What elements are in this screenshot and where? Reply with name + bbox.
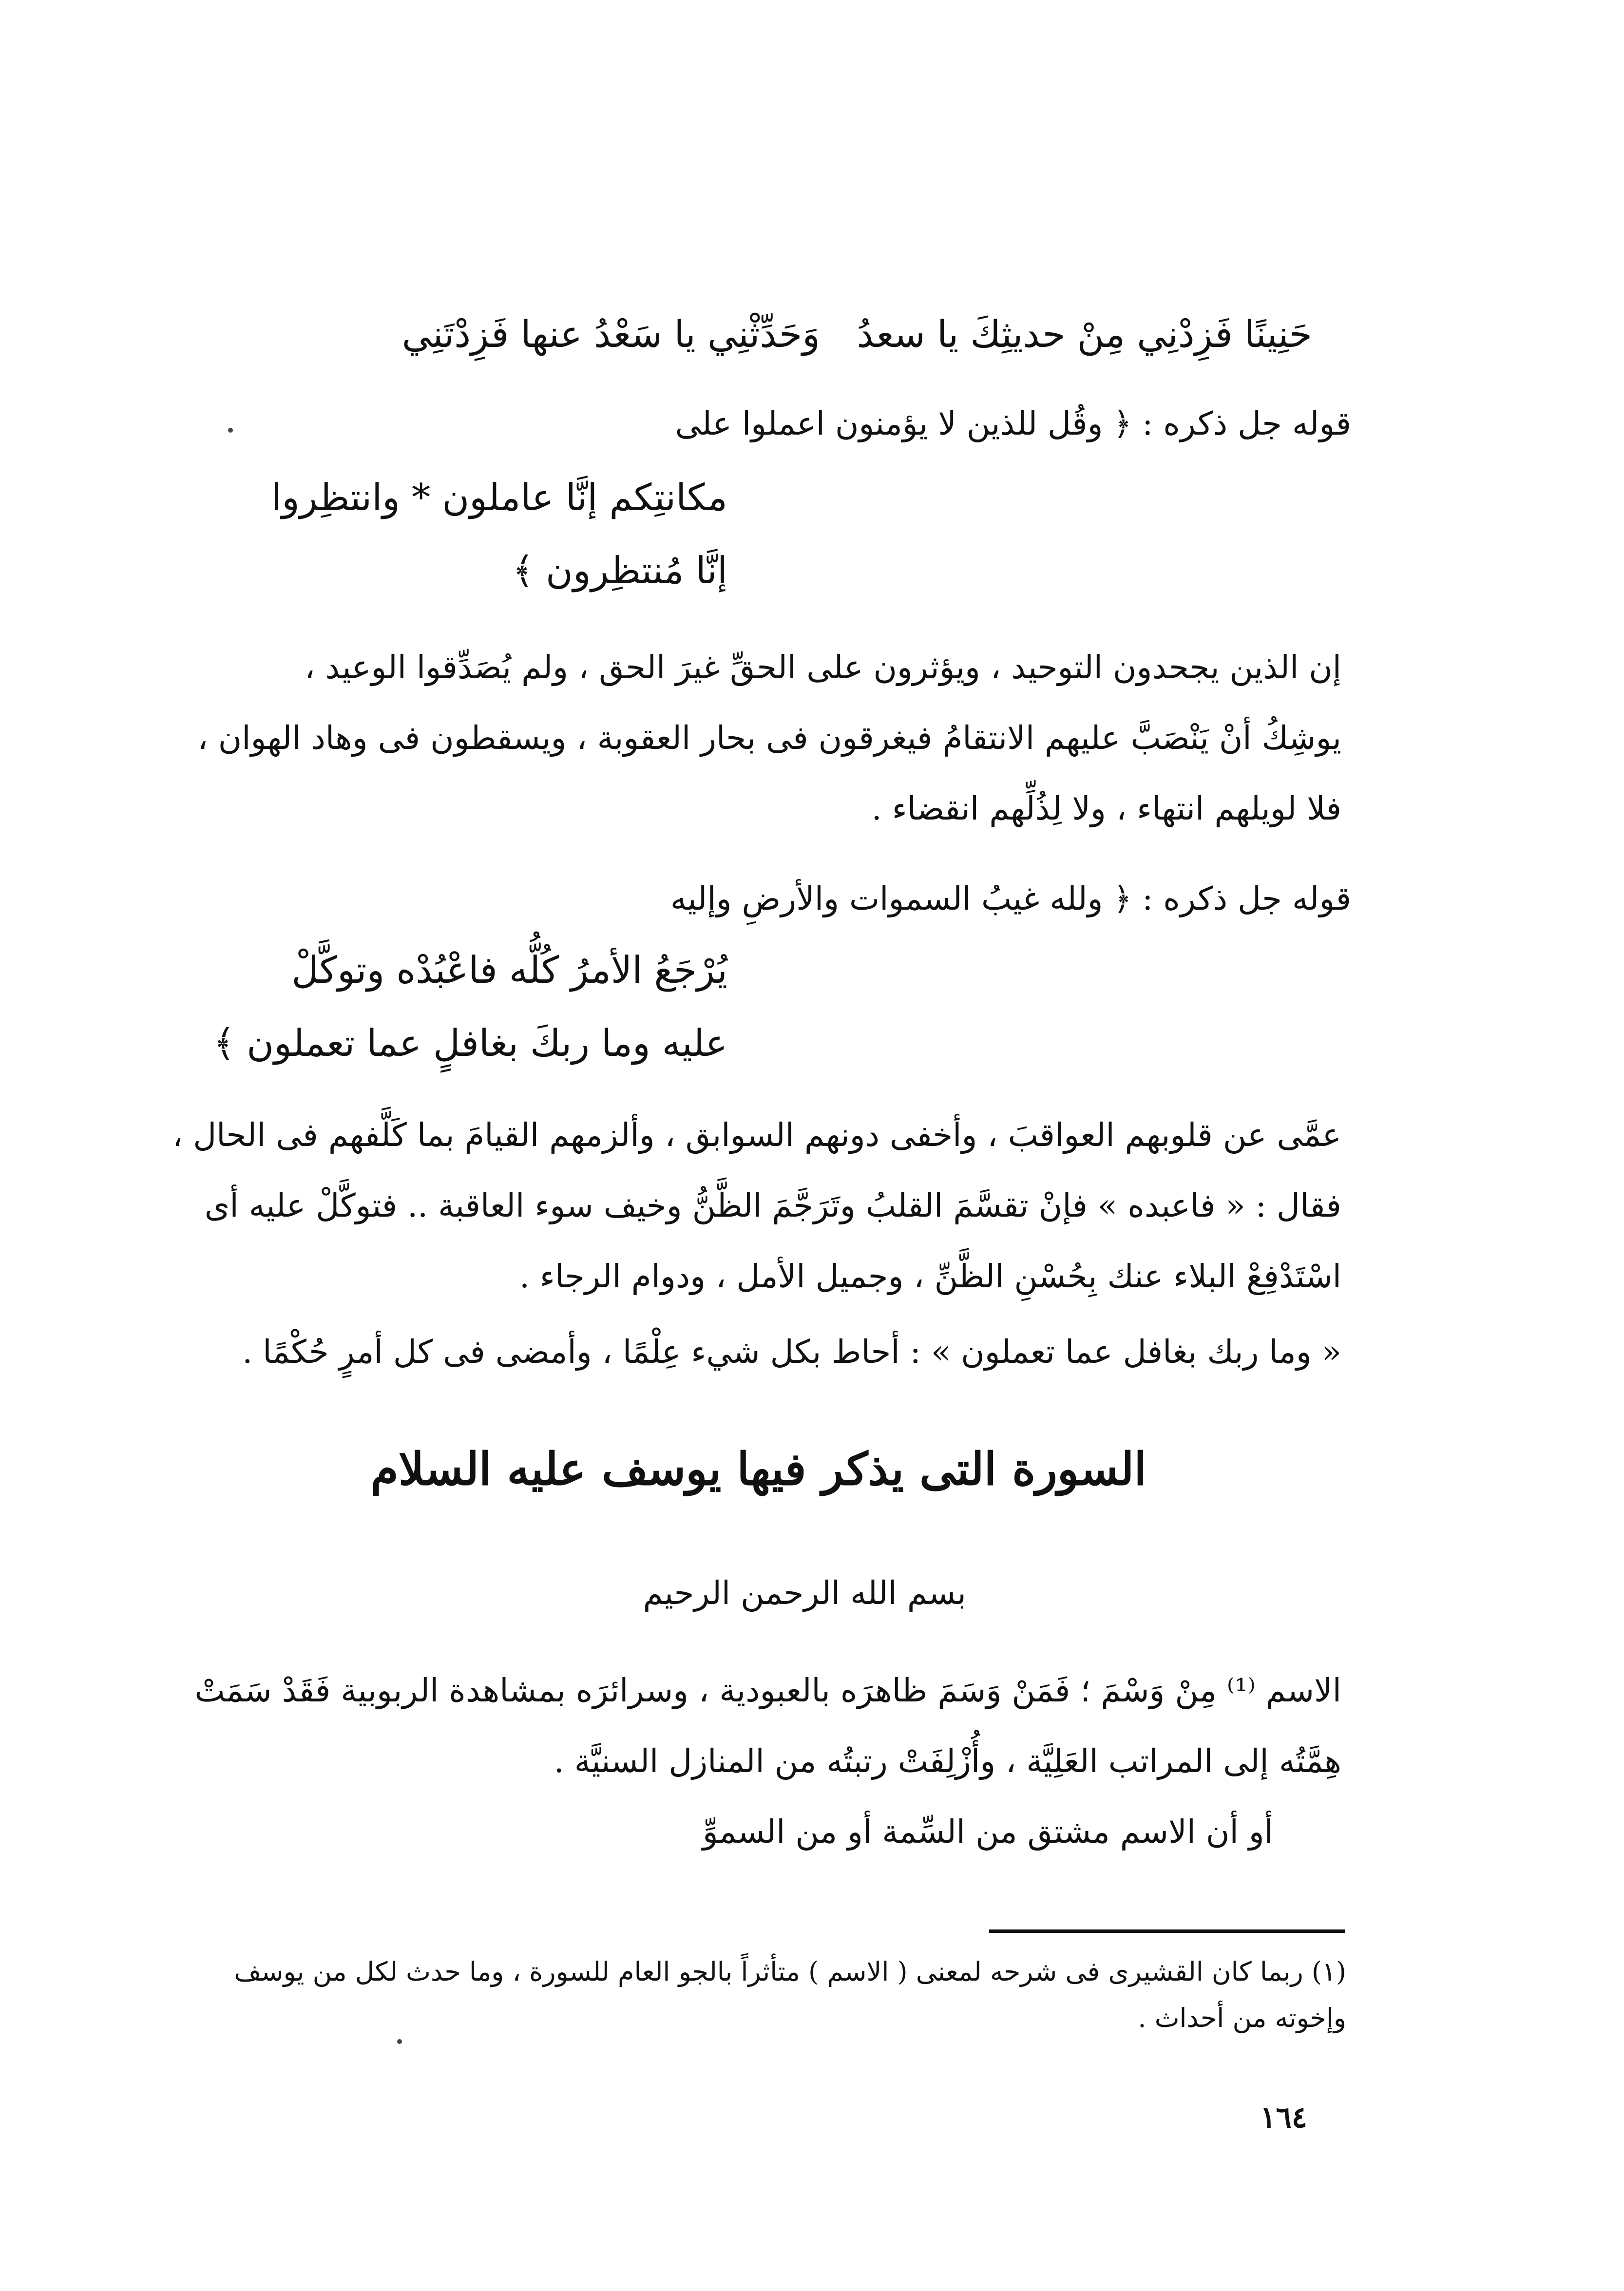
section2-verse-line-2: يُرْجَعُ الأمرُ كُلُّه فاعْبُدْه وتوكَّلْ — [291, 948, 727, 992]
section1-commentary-line-2: يوشِكُ أنْ يَنْصَبَّ عليهم الانتقامُ فيغرقون فى بحار العقوبة ، ويسقطون فى وهاد الهوان ، — [197, 719, 1341, 757]
poem-second-hemistich: وَحَدِّثْنِي يا سَعْدُ عنها فَزِدْتَنِي — [401, 312, 820, 356]
section1-verse-line-1: قوله جل ذكره : ﴿ وقُل للذين لا يؤمنون اعملوا على — [675, 405, 1351, 442]
section2-commentary-line-2: فقال : « فاعبده » فإنْ تقسَّمَ القلبُ وتَرَجَّمَ الظَّنُّ وخيف سوء العاقبة .. فتوكَّلْ عليه أى — [204, 1187, 1341, 1224]
section2-commentary-line-3: اسْتَدْفِعْ البلاء عنك بِحُسْنِ الظَّنِّ ، وجميل الأمل ، ودوام الرجاء . — [519, 1258, 1341, 1295]
scan-speck — [228, 428, 233, 433]
body-line-1: الاسم ⁽¹⁾ مِنْ وَسْمَ ؛ فَمَنْ وَسَمَ ظاهرَه بالعبودية ، وسرائرَه بمشاهدة الربوبية فَقَدْ سَمَتْ — [194, 1672, 1341, 1709]
section2-verse-line-1: قوله جل ذكره : ﴿ ولله غيبُ السموات والأرضِ وإليه — [670, 880, 1351, 917]
page-number: ١٦٤ — [1260, 2100, 1307, 2135]
section1-commentary-line-3: فلا لويلهم انتهاء ، ولا لِذُلِّهم انقضاء . — [871, 790, 1341, 827]
footnote-line-1: (١) ربما كان القشيرى فى شرحه لمعنى ( الاسم ) متأثراً بالجو العام للسورة ، وما حدث لكل من يوسف — [234, 1956, 1346, 1987]
section1-verse-line-3: إنَّا مُنتظِرون ﴾ — [512, 549, 727, 592]
scan-speck — [397, 2039, 402, 2044]
footnote-line-2: وإخوته من أحداث . — [1138, 2003, 1346, 2033]
section2-commentary-line-1: عمَّى عن قلوبهم العواقبَ ، وأخفى دونهم السوابق ، وألزمهم القيامَ بما كَلَّفهم فى الحال ، — [172, 1116, 1341, 1154]
surah-title: السورة التى يذكر فيها يوسف عليه السلام — [370, 1443, 1146, 1495]
footnote-separator — [989, 1929, 1345, 1933]
poem-first-hemistich: حَنِينًا فَزِدْنِي مِنْ حديثِكَ يا سعدُ — [857, 312, 1312, 356]
section2-verse-line-3: عليه وما ربكَ بغافلٍ عما تعملون ﴾ — [213, 1021, 727, 1065]
section1-commentary-line-1: إن الذين يجحدون التوحيد ، ويؤثرون على الحقِّ غيرَ الحق ، ولم يُصَدِّقوا الوعيد ، — [305, 649, 1341, 686]
basmala: بسم الله الرحمن الرحيم — [643, 1574, 966, 1612]
section2-commentary-line-4: « وما ربك بغافل عما تعملون » : أحاط بكل شيء عِلْمًا ، وأمضى فى كل أمرٍ حُكْمًا . — [242, 1333, 1341, 1371]
body-line-2: هِمَّتُه إلى المراتب العَلِيَّة ، وأُزْلِفَتْ رتبتُه من المنازل السنيَّة . — [554, 1742, 1341, 1780]
body-line-3: أو أن الاسم مشتق من السِّمة أو من السموِّ — [702, 1813, 1273, 1851]
section1-verse-line-2: مكانتِكم إنَّا عاملون * وانتظِروا — [271, 476, 727, 519]
